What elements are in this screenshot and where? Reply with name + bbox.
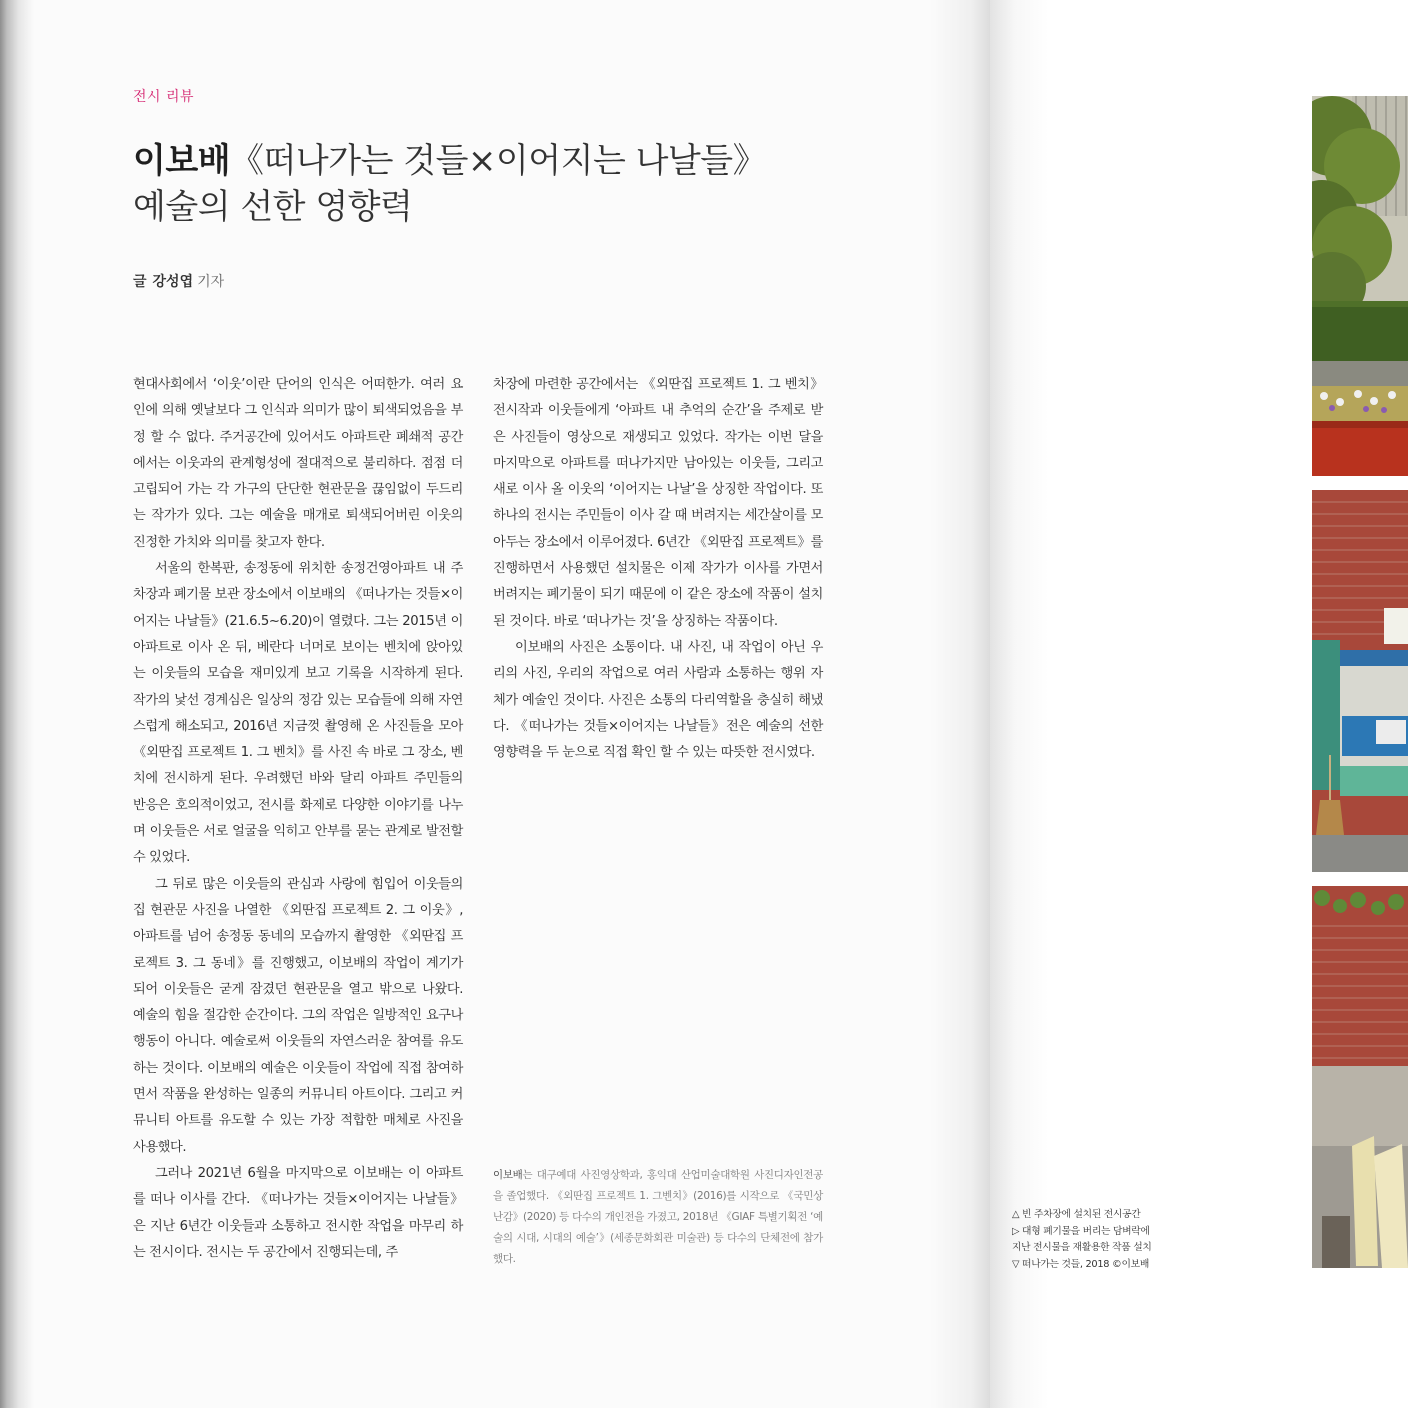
bio-name: 이보배 bbox=[493, 1169, 523, 1181]
exhibition-photo-installation bbox=[1312, 886, 1408, 1268]
body-column-2 bbox=[493, 372, 823, 766]
spine-shadow bbox=[0, 0, 34, 1408]
byline bbox=[133, 271, 224, 291]
paragraph: 차장에 마련한 공간에서는 《외딴집 프로젝트 1. 그 벤치》 전시작과 이웃들에게 ‘아파트 내 추억의 순간’을 주제로 받은 사진들이 영상으로 재생되고 있었다. 작가는 이번 달을 마지막으로 아파트를 떠나가지만 남아있는 이웃들, 그리고 새로 이사 올 이웃의 ‘이어지는 나날’을 상징한 작업이다. 또 하나의 전시는 주민들이 이사 갈 때 버려지는 세간살이를 모아두는 장소에서 이루어졌다. 6년간 《외딴집 프로젝트》를 진행하면서 사용했던 설치물은 이제 작가가 이사를 가면서 버려지는 폐기물이 되기 때문에 이 같은 장소에 작품이 설치된 것이다. 바로 ‘떠나가는 것’을 상징하는 작품이다. bbox=[493, 377, 823, 629]
caption-line: 지난 전시물을 재활용한 작품 설치 bbox=[1012, 1242, 1152, 1253]
artist-bio bbox=[493, 1165, 823, 1270]
paragraph: 그 뒤로 많은 이웃들의 관심과 사랑에 힘입어 이웃들의 집 현관문 사진을 나열한 《외딴집 프로젝트 2. 그 이웃》, 아파트를 넘어 송정동 동네의 모습까지 촬영한 《외딴집 프로젝트 3. 그 동네》를 진행했고, 이보배의 작업이 계기가 되어 이웃들은 굳게 잠겼던 현관문을 열고 밖으로 나왔다. 예술의 힘을 절감한 순간이다. 그의 작업은 일방적인 요구나 행동이 아니다. 예술로써 이웃들의 자연스러운 참여를 유도하는 것이다. 이보배의 예술은 이웃들이 작업에 직접 참여하면서 작품을 완성하는 일종의 커뮤니티 아트이다. 그리고 커뮤니티 아트를 유도할 수 있는 가장 적합한 매체로 사진을 사용했다. bbox=[133, 876, 463, 1155]
title-artist: 이보배 bbox=[133, 141, 231, 181]
title-subtitle: 예술의 선한 영향력 bbox=[133, 187, 413, 227]
caption-line: △ 빈 주차장에 설치된 전시공간 bbox=[1012, 1209, 1141, 1220]
paragraph: 이보배의 사진은 소통이다. 내 사진, 내 작업이 아닌 우리의 사진, 우리의 작업으로 여러 사람과 소통하는 행위 자체가 예술인 것이다. 사진은 소통의 다리역할을 충실히 해냈다. 《떠나가는 것들×이어지는 나날들》전은 예술의 선한 영향력을 두 눈으로 직접 확인 할 수 있는 따뜻한 전시였다. bbox=[493, 639, 823, 761]
body-column-1 bbox=[133, 372, 463, 1266]
byline-role: 기자 bbox=[197, 274, 225, 290]
paragraph: 그러나 2021년 6월을 마지막으로 이보배는 이 아파트를 떠나 이사를 간다. 《떠나가는 것들×이어지는 나날들》은 지난 6년간 이웃들과 소통하고 전시한 작업을 마무리 하는 전시이다. 전시는 두 공간에서 진행되는데, 주 bbox=[133, 1165, 463, 1260]
exhibition-photo-waste-area bbox=[1312, 490, 1408, 872]
exhibition-photo-parking bbox=[1312, 96, 1408, 476]
photo-installation-illustration bbox=[1312, 886, 1408, 1268]
paragraph: 서울의 한복판, 송정동에 위치한 송정건영아파트 내 주차장과 폐기물 보관 장소에서 이보배의 《떠나가는 것들×이어지는 나날들》(21.6.5~6.20)이 열렸다. 그는 2015년 이 아파트로 이사 온 뒤, 베란다 너머로 보이는 벤치에 앉아있는 이웃들의 모습을 재미있게 보고 기록을 시작하게 된다. 작가의 낯선 경계심은 일상의 정감 있는 모습들에 의해 자연스럽게 해소되고, 2016년 지금껏 촬영해 온 사진들을 모아 《외딴집 프로젝트 1. 그 벤치》를 사진 속 바로 그 장소, 벤치에 전시하게 된다. 우려했던 바와 달리 아파트 주민들의 반응은 호의적이었고, 전시를 화제로 다양한 이야기를 나누며 이웃들은 서로 얼굴을 익히고 안부를 묻는 관계로 발전할 수 있었다. bbox=[133, 561, 463, 866]
bio-text: 는 대구예대 사진영상학과, 홍익대 산업미술대학원 사진디자인전공을 졸업했다. 《외딴집 프로젝트 1. 그벤치》(2016)를 시작으로 《국민상난감》(2020) 등 다수의 개인전을 가졌고, 2018년 《GIAF 특별기획전 ‘예술의 시대, 시대의 예술’》(세종문화회관 미술관) 등 다수의 단체전에 참가했다. bbox=[493, 1169, 823, 1265]
caption-line: ▽ 떠나가는 것들, 2018 ©이보배 bbox=[1012, 1258, 1150, 1270]
title-exhibition: 《떠나가는 것들×이어지는 나날들》 bbox=[230, 141, 767, 181]
photo-waste-illustration bbox=[1312, 490, 1408, 872]
paragraph: 현대사회에서 ‘이웃’이란 단어의 인식은 어떠한가. 여러 요인에 의해 옛날보다 그 인식과 의미가 많이 퇴색되었음을 부정 할 수 없다. 주거공간에 있어서도 아파트란 폐쇄적 공간에서는 이웃과의 관계형성에 절대적으로 불리하다. 점점 더 고립되어 가는 각 가구의 단단한 현관문을 끊임없이 두드리는 작가가 있다. 그는 예술을 매개로 퇴색되어버린 이웃의 진정한 가치와 의미를 찾고자 한다. bbox=[133, 377, 463, 550]
section-label: 전시 리뷰 bbox=[133, 89, 195, 105]
photo-parking-illustration bbox=[1312, 96, 1408, 476]
byline-author: 강성엽 bbox=[152, 274, 194, 290]
gutter-shadow bbox=[930, 0, 990, 1408]
caption-line: ▷ 대형 폐기물을 버리는 담벼락에 bbox=[1012, 1225, 1150, 1237]
photo-caption bbox=[1012, 1207, 1192, 1273]
byline-prefix: 글 bbox=[133, 274, 147, 290]
article-title bbox=[133, 138, 766, 230]
